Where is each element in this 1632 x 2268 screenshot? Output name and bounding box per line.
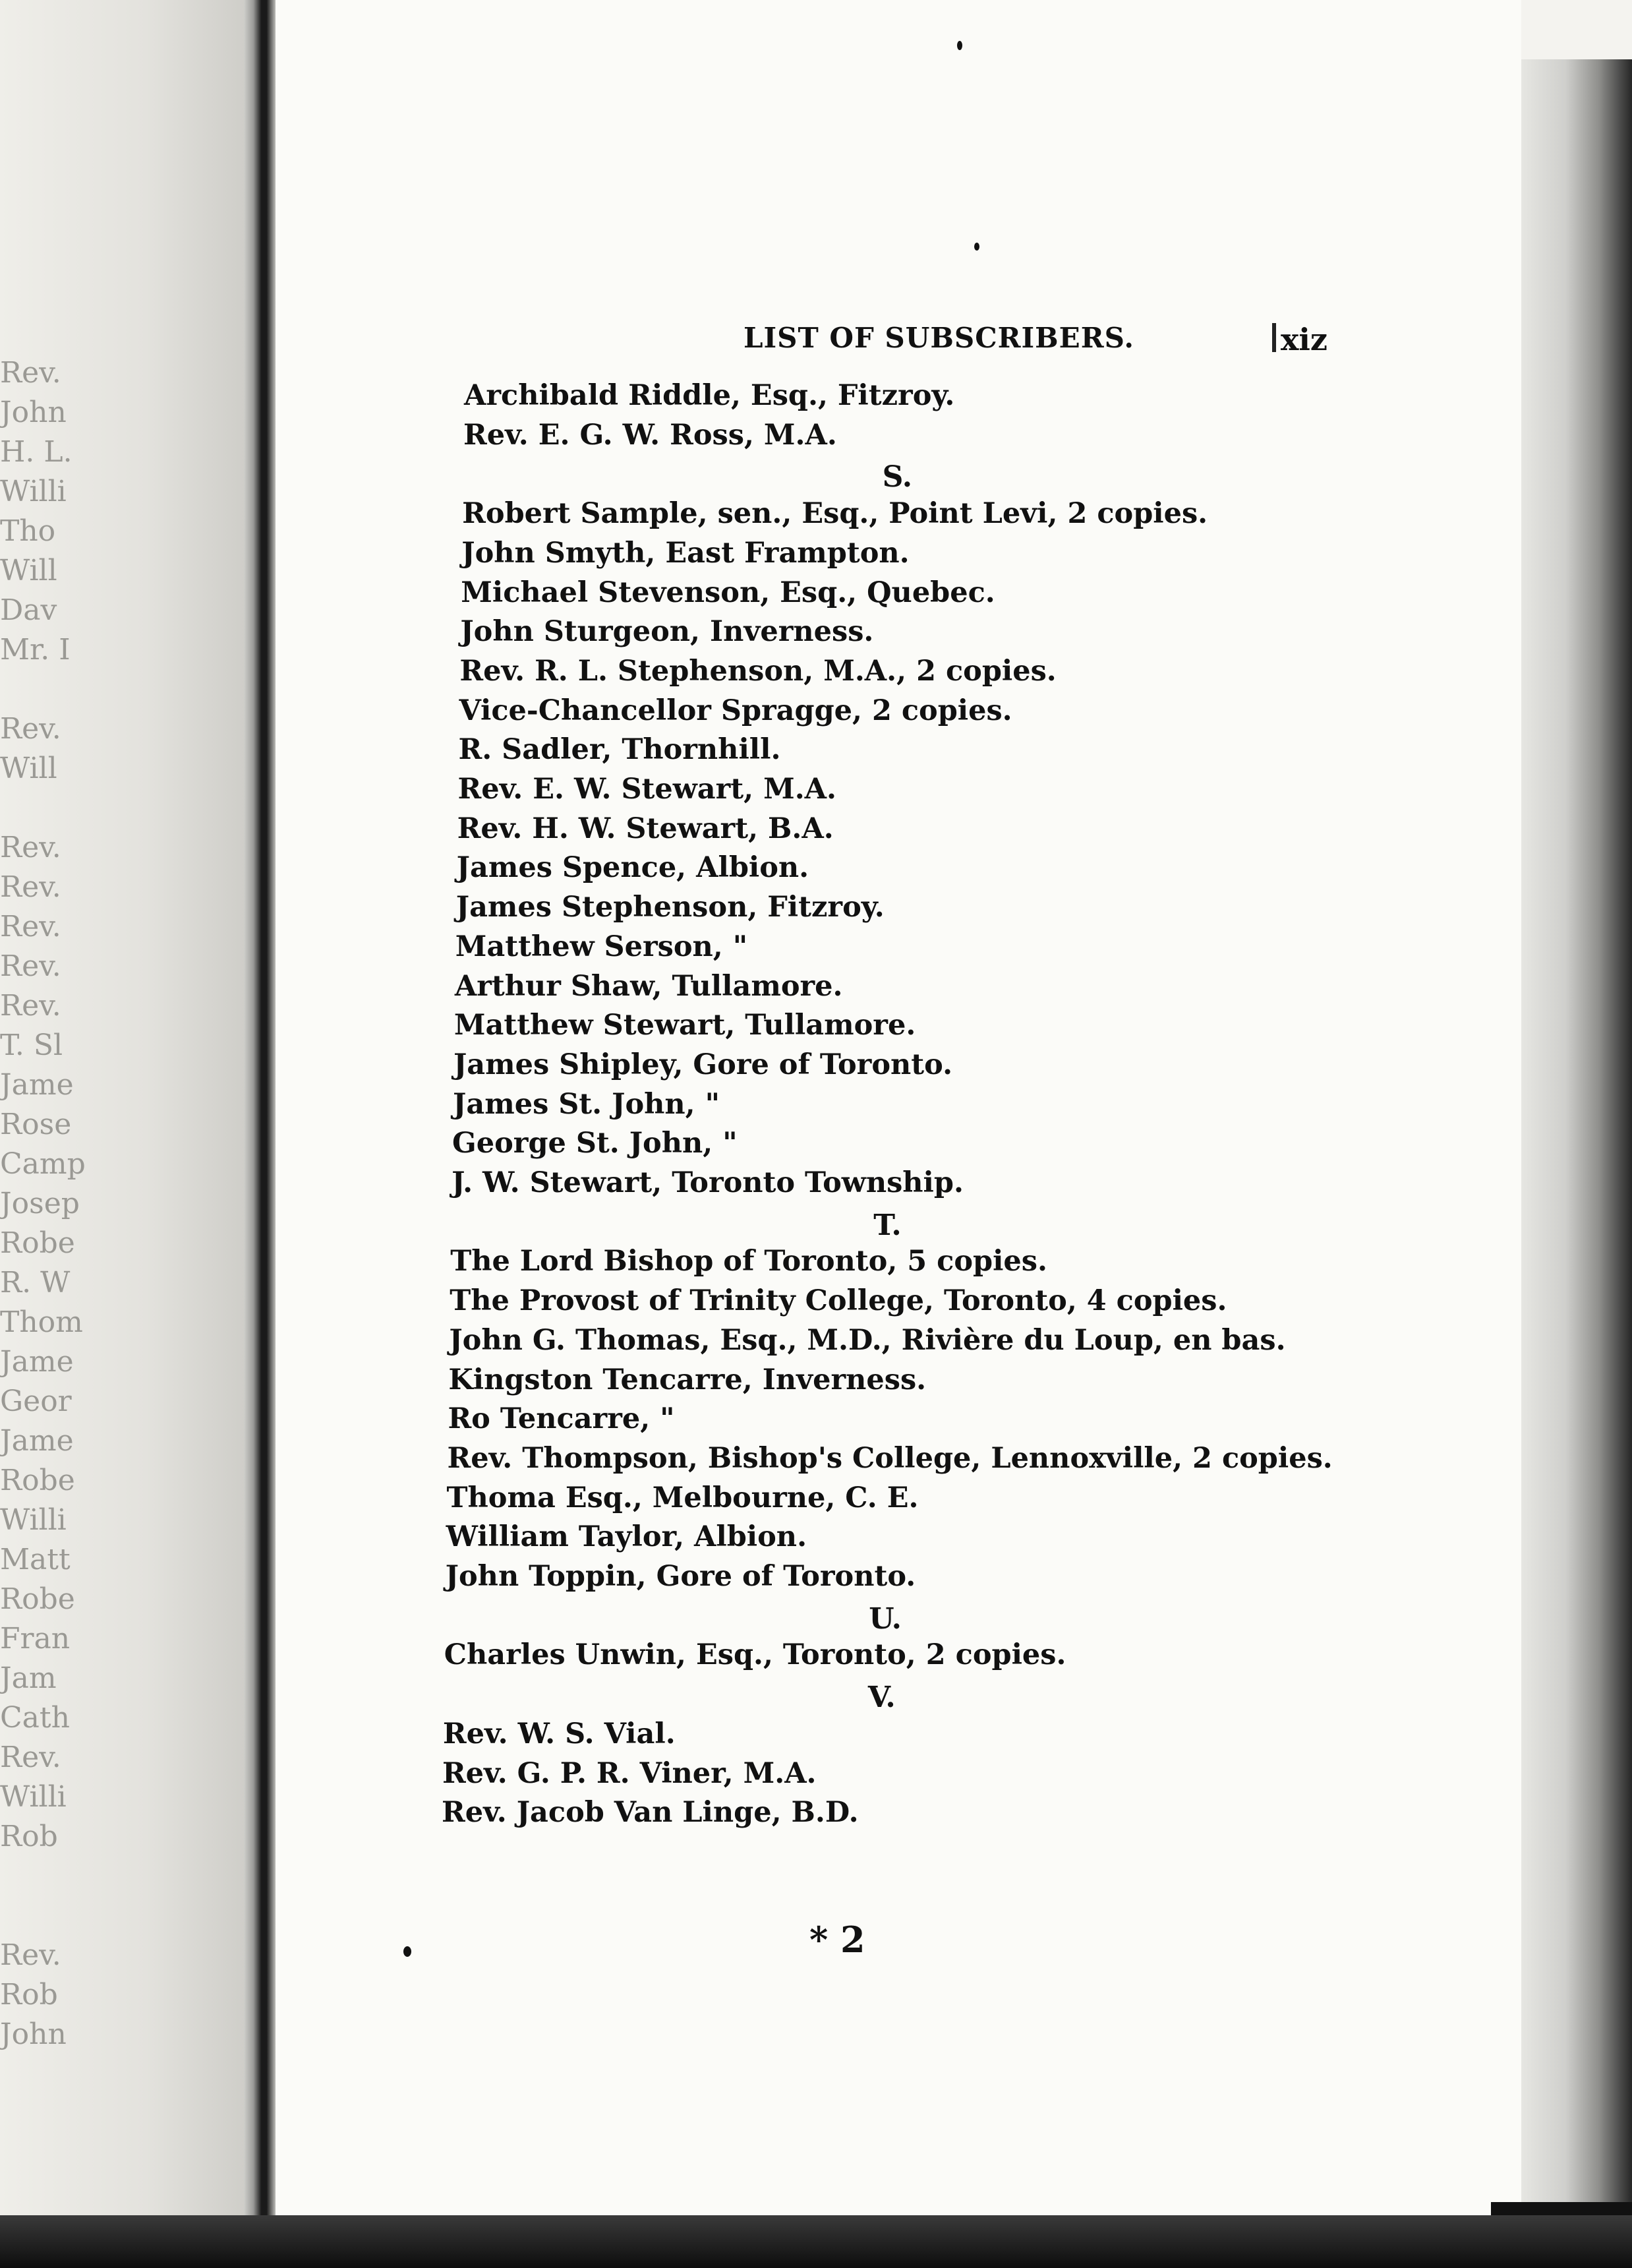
subscriber-entry: William Taylor, Albion. (446, 1520, 807, 1554)
scan-border (0, 2215, 1632, 2268)
ink-speck (957, 41, 962, 50)
facing-page-line: Jame (0, 1345, 74, 1379)
facing-page-line: John (0, 396, 67, 429)
subscriber-entry: Rev. W. S. Vial. (442, 1717, 676, 1750)
facing-page-line: Jam (0, 1661, 57, 1695)
facing-page-line: Josep (0, 1187, 80, 1220)
facing-page-line: Willi (0, 1780, 67, 1814)
facing-page-line: Robe (0, 1582, 75, 1616)
facing-page-line: Dav (0, 593, 57, 627)
subscriber-entry: The Provost of Trinity College, Toronto, 4 copies. (450, 1284, 1227, 1318)
subscriber-entry: Ro Tencarre, " (448, 1402, 675, 1436)
subscriber-entry: Matthew Serson, " (455, 930, 748, 963)
subscriber-entry: John Sturgeon, Inverness. (460, 615, 874, 649)
facing-page-line: Rev. (0, 870, 61, 904)
subscriber-entry: James Spence, Albion. (456, 851, 809, 885)
facing-page-line: Rev. (0, 356, 61, 390)
subscriber-entry: Rev. Thompson, Bishop's College, Lennoxville, 2 copies. (447, 1441, 1333, 1475)
subscriber-entry: Rev. E. G. W. Ross, M.A. (463, 418, 837, 452)
running-head: LIST OF SUBSCRIBERS. (743, 322, 1135, 354)
facing-page-line (0, 1859, 237, 1899)
facing-page-line: Geor (0, 1385, 72, 1418)
book-gutter (244, 0, 276, 2268)
facing-page-line: H. L. (0, 435, 73, 469)
subscriber-entry: Archibald Riddle, Esq., Fitzroy. (464, 379, 955, 412)
facing-page-line: Rev. (0, 712, 61, 746)
subscriber-entry: The Lord Bishop of Toronto, 5 copies. (450, 1245, 1047, 1278)
subscriber-entry: Rev. E. W. Stewart, M.A. (457, 773, 836, 806)
facing-page-line: John (0, 2017, 67, 2051)
subscriber-entry: Rev. R. L. Stephenson, M.A., 2 copies. (459, 654, 1057, 688)
subscriber-entry: John Smyth, East Frampton. (461, 536, 910, 570)
page-header (276, 322, 1521, 361)
facing-page-line: Rev. (0, 831, 61, 864)
page-edge (1521, 59, 1632, 2209)
signature-mark: * 2 (809, 1919, 865, 1961)
facing-page-line: Willi (0, 1503, 67, 1537)
section-letter: S. (882, 460, 913, 494)
facing-page-line: Will (0, 752, 57, 785)
subscriber-entry: Rev. G. P. R. Viner, M.A. (442, 1756, 817, 1790)
subscriber-entry: John G. Thomas, Esq., M.D., Rivière du Loup, en bas. (449, 1323, 1286, 1357)
subscriber-entry: James Stephenson, Fitzroy. (455, 891, 885, 924)
facing-page-line: R. W (0, 1266, 71, 1299)
subscriber-entry: Charles Unwin, Esq., Toronto, 2 copies. (444, 1638, 1066, 1672)
subscriber-entry: Michael Stevenson, Esq., Quebec. (461, 576, 995, 609)
facing-page-line: Rev. (0, 910, 61, 943)
facing-page-line: Matt (0, 1543, 71, 1576)
facing-page (0, 0, 244, 2268)
subscriber-entry: Kingston Tencarre, Inverness. (448, 1363, 927, 1396)
ink-speck (403, 1946, 411, 1957)
facing-page-line: Rev. (0, 1938, 61, 1972)
facing-page-line: Tho (0, 514, 56, 548)
subscriber-entry: Arthur Shaw, Tullamore. (454, 969, 843, 1003)
facing-page-text (0, 356, 237, 2057)
facing-page-line: Fran (0, 1622, 71, 1656)
facing-page-line: Rob (0, 1820, 58, 1853)
subscriber-entry: Vice-Chancellor Spragge, 2 copies. (459, 694, 1012, 727)
book-page (276, 0, 1521, 2268)
facing-page-line: Jame (0, 1424, 74, 1458)
subscriber-entry: Matthew Stewart, Tullamore. (453, 1009, 916, 1042)
facing-page-line (0, 791, 237, 831)
facing-page-line (0, 672, 237, 712)
subscriber-entry: R. Sadler, Thornhill. (458, 733, 781, 767)
facing-page-line: T. Sl (0, 1029, 63, 1062)
subscriber-entry: John Toppin, Gore of Toronto. (445, 1560, 916, 1593)
facing-page-line: Willi (0, 475, 67, 508)
section-letter: V. (867, 1681, 896, 1715)
facing-page-line: Thom (0, 1305, 83, 1339)
subscriber-entry: Rev. H. W. Stewart, B.A. (457, 812, 834, 845)
subscriber-entry: James St. John, " (453, 1087, 720, 1121)
subscriber-entry: Robert Sample, sen., Esq., Point Levi, 2 copies. (462, 497, 1208, 531)
section-letter: T. (873, 1208, 902, 1242)
page-number: xiz (1281, 322, 1328, 357)
facing-page-line: Rob (0, 1978, 58, 2012)
subscriber-entry: J. W. Stewart, Toronto Township. (452, 1166, 964, 1199)
header-rule (1272, 323, 1276, 352)
facing-page-line: Rose (0, 1108, 72, 1141)
facing-page-line: Rev. (0, 949, 61, 983)
facing-page-line: Camp (0, 1147, 86, 1181)
facing-page-line: Will (0, 554, 57, 587)
subscriber-entry: George St. John, " (452, 1127, 738, 1160)
section-letter: U. (869, 1601, 902, 1636)
subscriber-entry: Rev. Jacob Van Linge, B.D. (442, 1796, 859, 1830)
facing-page-line: Cath (0, 1701, 70, 1735)
facing-page-line: Rev. (0, 989, 61, 1023)
facing-page-line (0, 1899, 237, 1938)
facing-page-line: Jame (0, 1068, 74, 1102)
facing-page-line: Robe (0, 1464, 75, 1497)
subscriber-entry: Thoma Esq., Melbourne, C. E. (446, 1481, 919, 1514)
facing-page-line: Mr. I (0, 633, 71, 667)
facing-page-line: Rev. (0, 1741, 61, 1774)
facing-page-line: Robe (0, 1226, 75, 1260)
ink-speck (974, 243, 979, 251)
subscriber-entry: James Shipley, Gore of Toronto. (453, 1048, 953, 1081)
